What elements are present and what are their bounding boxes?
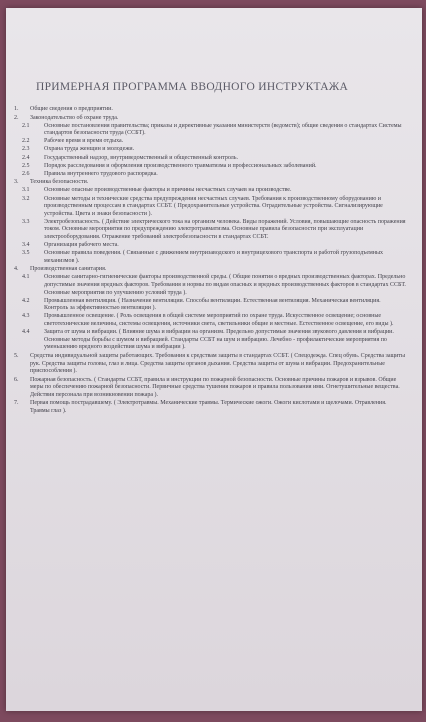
item-number: 4.4: [22, 329, 30, 336]
subsection-item: [8, 274, 406, 297]
item-text: Рабочее время и время отдыха.: [44, 138, 124, 145]
item-text: Защита от шума и вибрации. ( Влияние шума и вибрации на организм. Предельно допустимые значения звукового давления и вибрации. Основные методы борьбы с шумом и вибрацией. Стандарты ССБТ на шум и вибрацию. Лечебно - профилактические мероприятия по уменьшению вредного воздействия шума и вибрации ).: [44, 329, 394, 351]
section-item: [8, 353, 406, 376]
item-text: Законодательство об охране труда.: [30, 114, 119, 121]
subsection-item: [8, 187, 406, 195]
item-text: Промышленное освещение. ( Роль освещения в общей системе мероприятий по охране труда. Искусственное освещение; основные светотехнические величины, системы освещения, источники света, светильники общие и местные. Естественное освещение, его виды ).: [44, 313, 394, 328]
item-number: 3.4: [22, 242, 30, 249]
item-text: Общие сведения о предприятии.: [30, 106, 113, 112]
item-text: Государственный надзор, внутриведомственный и общественный контроль.: [44, 154, 239, 161]
item-number: 4.1: [22, 274, 30, 281]
subsection-item: [8, 298, 406, 313]
item-number: 2.4: [22, 154, 30, 161]
item-number: 4.: [14, 266, 19, 273]
subsection-item: [8, 163, 406, 171]
subsection-item: [8, 196, 406, 219]
item-number: 3.5: [22, 250, 30, 257]
section-item: [8, 179, 406, 187]
item-number: 2.1: [22, 122, 30, 129]
item-text: Порядок расследования и оформления производственного травматизма и профессиональных заболеваний.: [44, 162, 317, 169]
subsection-item: [8, 250, 406, 265]
item-text: Пожарная безопасность. ( Стандарты ССБТ, правила и инструкции по пожарной безопасности. Основные причины пожаров и взрывов. Общие меры по обеспечению пожарной безопасности. Первичные средства тушения пожаров и правила пользования ими. Огнетушительные вещества. Действия персонала при возникновении пожара ).: [30, 376, 400, 398]
document-title: ПРИМЕРНАЯ ПРОГРАММА ВВОДНОГО ИНСТРУКТАЖА: [36, 81, 349, 93]
item-number: 2.6: [22, 170, 30, 177]
subsection-item: [8, 313, 406, 328]
item-text: Производственная санитария.: [30, 266, 107, 273]
item-number: 2.5: [22, 162, 30, 169]
item-text: Основные правила поведения. ( Связанные с движением внутризаводского и внутрицехового транспорта и работой грузоподъемных механизмов ).: [44, 250, 384, 264]
subsection-item: [8, 242, 406, 250]
program-outline: [8, 105, 406, 416]
subsection-item: [8, 123, 406, 138]
section-item: [8, 400, 406, 415]
item-number: 3.: [14, 179, 19, 186]
subsection-item: [8, 219, 406, 242]
item-text: Электробезопасность. ( Действие электрического тока на организм человека. Виды поражений. Условия, повышающие опасность поражения током. Основные мероприятия по предупреждению электротравматизма. Основные правила безопасности при эксплуатации электрооборудования. Отражение требований электробезопасности в стандартах ССБТ.: [44, 218, 406, 240]
item-text: Организация рабочего места.: [44, 242, 119, 249]
item-text: Техника безопасности.: [30, 179, 89, 186]
item-number: 4.3: [22, 313, 30, 320]
item-number: 4.2: [22, 297, 30, 304]
item-number: 1.: [14, 106, 19, 112]
item-text: Основные постановления правительства; приказы и директивные указания министерств (ведомств); общие сведения о стандартах Системы стандартов безопасности труда (ССБТ).: [44, 122, 402, 137]
item-text: Охрана труда женщин и молодежи.: [44, 146, 135, 153]
item-number: 5.: [14, 352, 19, 359]
item-text: Основные опасные производственные факторы и причины несчастных случаев на производстве.: [44, 187, 292, 194]
section-item: [8, 266, 406, 274]
document-page: [6, 8, 422, 711]
section-item: [8, 115, 406, 123]
subsection-item: [8, 155, 406, 163]
item-text: Основные методы и технические средства предупреждения несчастных случаев. Требования к производственному оборудованию и производственным процессам в стандартах ССБТ. ( Предохранительные устройства. Оградительные устройства. Сигнализирующие устройства. Цвета и знаки безопасности ).: [44, 195, 383, 217]
item-number: 3.1: [22, 187, 30, 194]
item-number: 3.2: [22, 195, 30, 202]
section-item: [8, 377, 406, 400]
item-text: Средства индивидуальной защиты работающих. Требования к средствам защиты в стандартах ССБТ. ( Спецодежда. Спец обувь. Средства защиты рук. Средства защиты головы, глаз и лица. Средства защиты органов дыхания. Средства защиты от шума и вибрации. Предохранительные приспособления ).: [30, 352, 406, 375]
subsection-item: [8, 329, 406, 352]
item-text: Правила внутреннего трудового распорядка.: [44, 170, 158, 177]
item-number: 2.: [14, 114, 19, 121]
item-number: 6.: [14, 376, 19, 383]
item-number: 3.3: [22, 218, 30, 225]
item-text: Промышленная вентиляция. ( Назначение вентиляции. Способы вентиляции. Естественная вентиляция. Механическая вентиляция. Контроль за эффективностью вентиляции ).: [44, 297, 381, 312]
subsection-item: [8, 146, 406, 154]
subsection-item: [8, 138, 406, 146]
section-item: [8, 106, 406, 114]
item-text: Основные санитарно-гигиенические факторы производственной среды. ( Общие понятия о вредных производственных факторах. Предельно допустимые значения вредных факторов. Требования и нормы по видам опасных и вредных производственных факторов в стандартах ССБТ. Основные мероприятия по улучшению условий труда ).: [44, 274, 406, 296]
item-number: 7.: [14, 400, 19, 407]
item-number: 2.3: [22, 146, 30, 153]
item-number: 2.2: [22, 138, 30, 145]
item-text: Первая помощь пострадавшему. ( Электротравмы. Механические травмы. Термические ожоги. Ожоги кислотами и щелочами. Отравления. Травмы глаз ).: [30, 400, 387, 415]
subsection-item: [8, 171, 406, 179]
